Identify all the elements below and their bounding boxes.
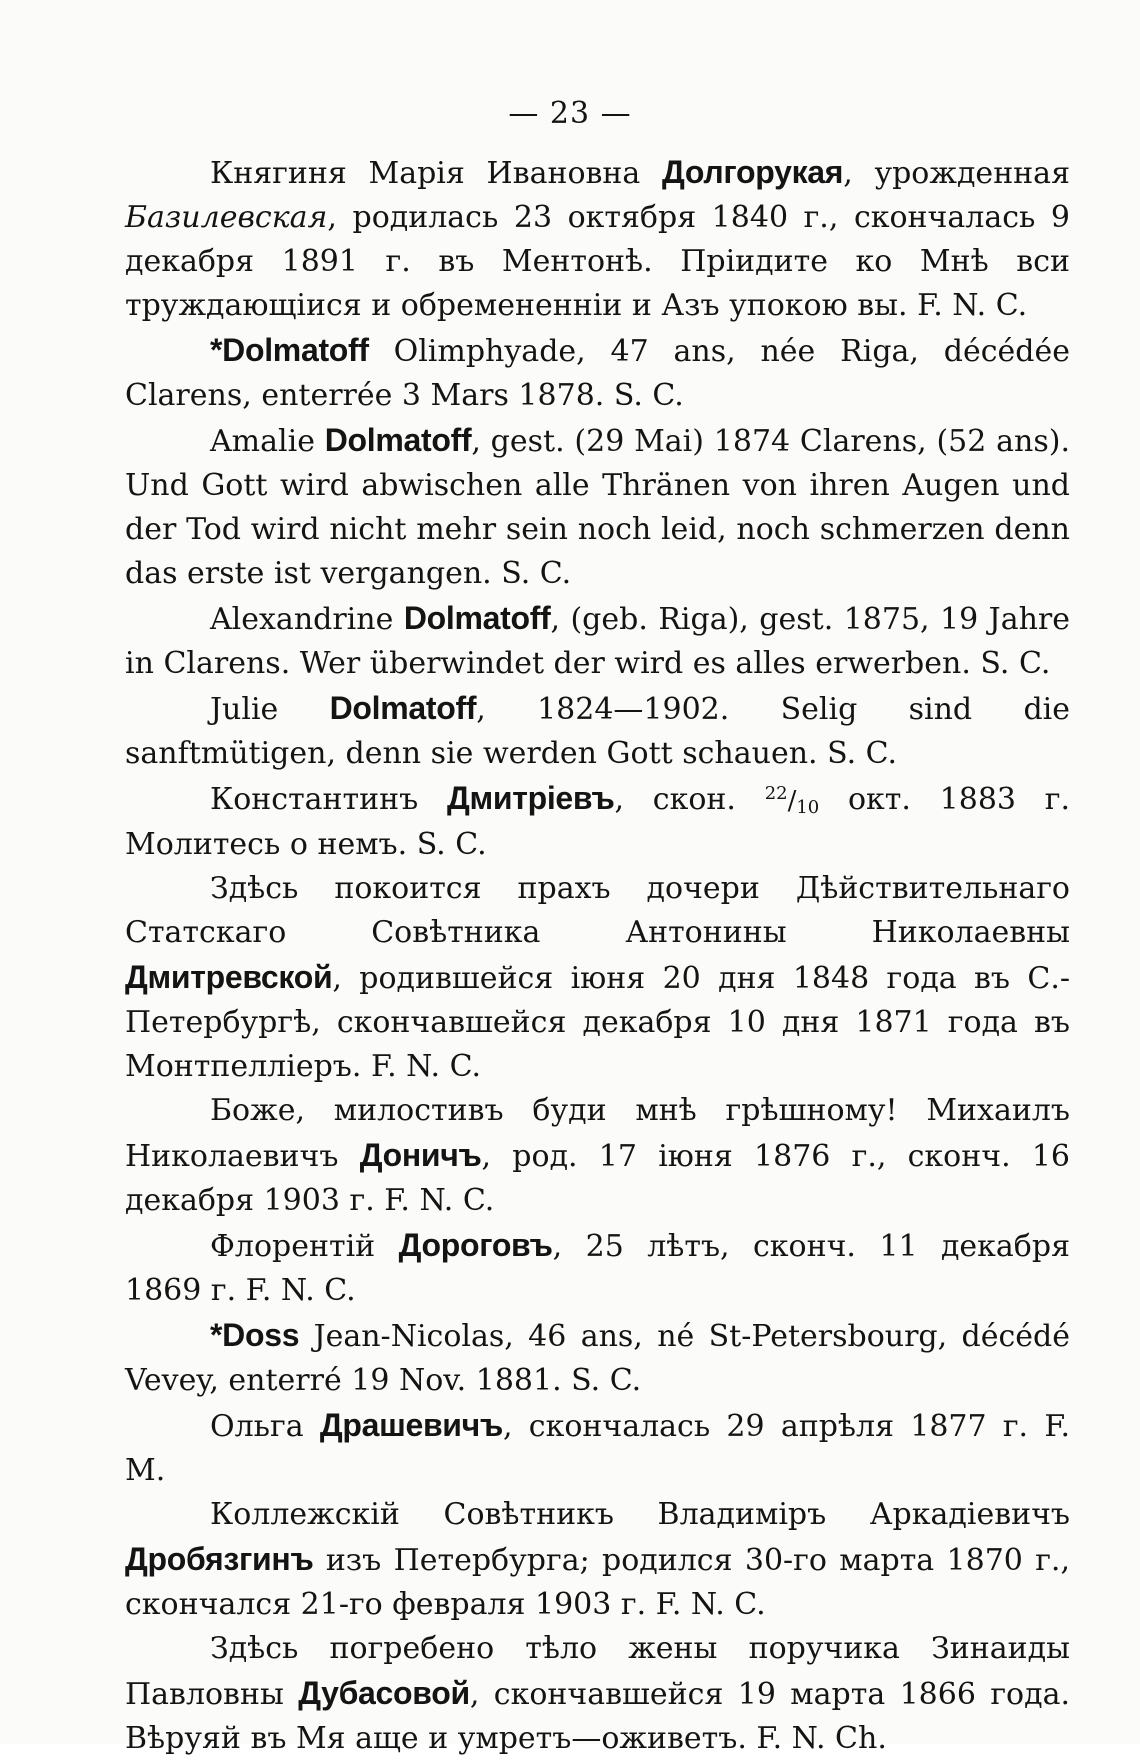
entry-text: Julie xyxy=(210,692,330,727)
surname: Дмитревской xyxy=(125,959,333,995)
entry-paragraph xyxy=(125,1313,1070,1403)
entry-paragraph xyxy=(125,1403,1070,1493)
surname: Драшевичъ xyxy=(319,1407,503,1443)
entry-paragraph xyxy=(125,686,1070,776)
entry-text: Флорентій xyxy=(210,1229,399,1264)
entry-text: , скончалась 29 апрѣля 1877 г. F. M. xyxy=(125,1409,1070,1488)
entry-text: , род. 17 іюня 1876 г., сконч. 16 декабря 1903 г. F. N. C. xyxy=(125,1139,1070,1218)
entry-text: , 25 лѣтъ, сконч. 11 декабря 1869 г. F. N. C. xyxy=(125,1229,1070,1308)
surname: Дороговъ xyxy=(398,1227,553,1263)
entry-paragraph xyxy=(125,1627,1070,1761)
entry-paragraph xyxy=(125,1223,1070,1313)
entry-text: изъ Петербурга; родился 30-го марта 1870 г., скончался 21-го февраля 1903 г. F. N. C. xyxy=(125,1543,1070,1622)
entry-text: Здѣсь погребено тѣло жены поручика Зинаиды Павловны xyxy=(125,1631,1070,1712)
entry-text: Amalie xyxy=(210,424,325,459)
entry-text: , gest. (29 Mai) 1874 Clarens, (52 ans). Und Gott wird abwischen alle Thränen von ihren Augen und der Tod wird nicht mehr sein noch leid, noch schmerzen denn das erste ist vergangen. S. C. xyxy=(125,424,1070,591)
surname: Dolmatoff xyxy=(403,600,551,636)
surname: Доничъ xyxy=(359,1137,482,1173)
entry-paragraph xyxy=(125,776,1070,867)
entry-text: Здѣсь покоится прахъ дочери Дѣйствительнаго Статскаго Совѣтника Антонины Николаевны xyxy=(125,871,1070,950)
entry-paragraph xyxy=(125,1089,1070,1223)
entry-text: Ольга xyxy=(210,1409,320,1444)
page-body xyxy=(125,150,1070,1761)
entry-text: Константинъ xyxy=(210,782,447,817)
entry-text: Коллежскій Совѣтникъ Владиміръ Аркадіевичъ xyxy=(210,1497,1070,1532)
fraction-slash: / xyxy=(787,786,797,816)
entry-text: , родившейся іюня 20 дня 1848 года въ С.-Петербургѣ, скончавшейся декабря 10 дня 1871 года въ Монтпелліеръ. F. N. C. xyxy=(125,961,1070,1084)
surname: Дубасовой xyxy=(298,1675,470,1711)
surname: Долгорукая xyxy=(662,154,844,190)
surname: *Dolmatoff xyxy=(210,332,369,368)
surname: *Doss xyxy=(210,1317,300,1353)
entry-text: , (geb. Riga), gest. 1875, 19 Jahre in Clarens. Wer überwindet der wird es alles erwerben. S. C. xyxy=(125,602,1071,681)
entry-text: Olimphyade, 47 ans, née Riga, décédée Clarens, enterrée 3 Mars 1878. S. C. xyxy=(125,334,1070,413)
surname: Dolmatoff xyxy=(329,690,477,726)
entry-paragraph xyxy=(125,867,1070,1089)
entry-text: , урожденная xyxy=(843,156,1070,191)
fraction-denominator: 10 xyxy=(796,797,820,818)
entry-paragraph xyxy=(125,418,1070,596)
entry-paragraph xyxy=(125,328,1070,418)
entry-text: Alexandrine xyxy=(210,602,404,637)
entry-text: , родилась 23 октября 1840 г., скончалась 9 декабря 1891 г. въ Ментонѣ. Пріидите ко Мнѣ вси труждающіися и обремененніи и Азъ упокою вы. F. N. C. xyxy=(125,200,1070,323)
entry-text: Боже, милостивъ буди мнѣ грѣшному! Михаилъ Николаевичъ xyxy=(125,1093,1070,1174)
surname: Дмитріевъ xyxy=(446,780,615,816)
entry-text: окт. 1883 г. Молитесь о немъ. S. C. xyxy=(125,782,1071,862)
entry-text: Jean-Nicolas, 46 ans, né St-Petersbourg, décédé Vevey, enterré 19 Nov. 1881. S. C. xyxy=(125,1319,1070,1398)
entry-paragraph xyxy=(125,150,1070,328)
entry-paragraph xyxy=(125,596,1070,686)
surname: Дробязгинъ xyxy=(125,1541,314,1577)
italic-text: Базилевская xyxy=(125,200,328,235)
entry-paragraph xyxy=(125,1493,1070,1627)
fraction-numerator: 22 xyxy=(764,783,788,804)
surname: Dolmatoff xyxy=(324,422,472,458)
entry-text: , 1824—1902. Selig sind die sanftmütigen, denn sie werden Gott schauen. S. C. xyxy=(125,692,1071,771)
entry-text: , скончавшейся 19 марта 1866 года. Вѣруяй въ Мя аще и умретъ—оживетъ. F. N. Ch. xyxy=(125,1677,1070,1756)
page-number: — 23 — xyxy=(508,96,632,131)
entry-text: Княгиня Марія Ивановна xyxy=(210,156,663,191)
entry-text: , скон. xyxy=(614,782,765,817)
